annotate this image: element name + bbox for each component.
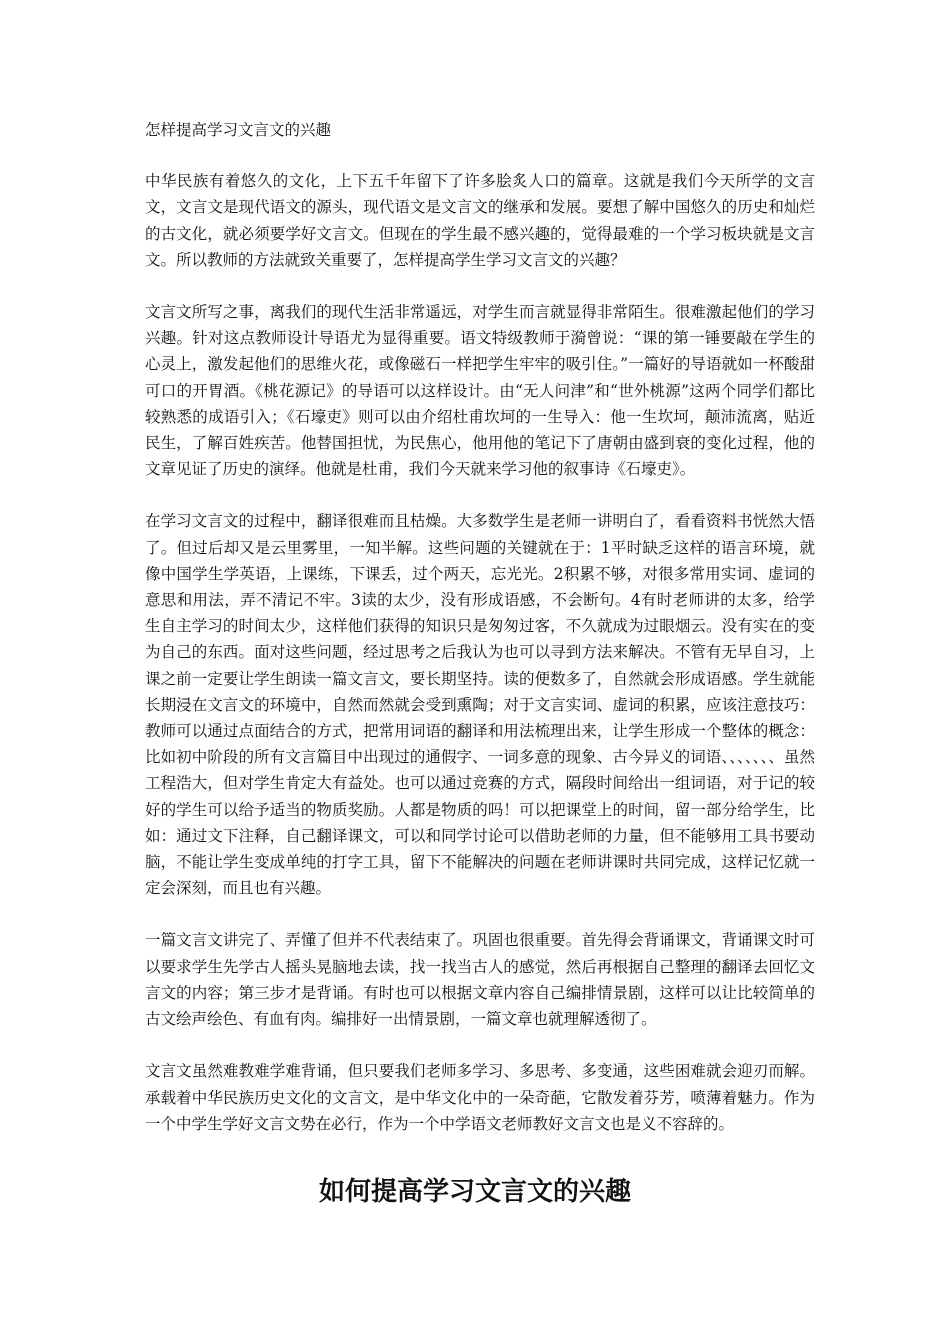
document-title: 怎样提高学习文言文的兴趣 (145, 121, 332, 139)
paragraph-conclusion: 文言文虽然难教难学难背诵，但只要我们老师多学习、多思考、多变通，这些困难就会迎刃而解。承载着中华民族历史文化的文言文，是中华文化中的一朵奇葩，它散发着芬芳，喷薄着魅力。作为一个中学生学好文言文势在必行，作为一个中学语文老师教好文言文也是义不容辞的。 (145, 1062, 815, 1133)
paragraph-translation-methods: 在学习文言文的过程中，翻译很难而且枯燥。大多数学生是老师一讲明白了，看看资料书恍然大悟了。但过后却又是云里雾里，一知半解。这些问题的关键就在于：1平时缺乏这样的语言环境，就像中国学生学英语，上课练，下课丢，过个两天，忘光光。2积累不够，对很多常用实词、虚词的意思和用法，弄不清记不牢。3读的太少，没有形成语感，不会断句。4有时老师讲的太多，给学生自主学习的时间太少，这样他们获得的知识只是匆匆过客，不久就成为过眼烟云。没有实在的变为自己的东西。面对这些问题，经过思考之后我认为也可以寻到方法来解决。不管有无早自习，上课之前一定要让学生朗读一篇文言文，要长期坚持。读的便数多了，自然就会形成语感。学生就能长期浸在文言文的环境中，自然而然就会受到熏陶；对于文言实词、虚词的积累，应该注意技巧：教师可以通过点面结合的方式，把常用词语的翻译和用法梳理出来，让学生形成一个整体的概念：比如初中阶段的所有文言篇目中出现过的通假字、一词多意的现象、古今异义的词语、、、、、、、虽然工程浩大，但对学生肯定大有益处。也可以通过竞赛的方式，隔段时间给出一组词语，对于记的较好的学生可以给予适当的物质奖励。人都是物质的吗！可以把课堂上的时间，留一部分给学生，比如：通过文下注释，自己翻译课文，可以和同学讨论可以借助老师的力量，但不能够用工具书要动脑，不能让学生变成单纯的打字工具，留下不能解决的问题在老师讲课时共同完成，这样记忆就一定会深刻，而且也有兴趣。 (145, 512, 815, 898)
document-body (145, 117, 815, 1137)
paragraph-intro: 中华民族有着悠久的文化，上下五千年留下了许多脍炙人口的篇章。这就是我们今天所学的文言文，文言文是现代语文的源头，现代语文是文言文的继承和发展。要想了解中国悠久的历史和灿烂的古文化，就必须要学好文言文。但现在的学生最不感兴趣的，觉得最难的一个学习板块就是文言文。所以教师的方法就致关重要了，怎样提高学生学习文言文的兴趣？ (145, 172, 815, 269)
section-heading: 如何提高学习文言文的兴趣 (318, 1177, 631, 1207)
paragraph-introduction-design: 文言文所写之事，离我们的现代生活非常遥远，对学生而言就显得非常陌生。很难激起他们的学习兴趣。针对这点教师设计导语尤为显得重要。语文特级教师于漪曾说：“课的第一锤要敲在学生的心灵上，激发起他们的思维火花，或像磁石一样把学生牢牢的吸引住。”一篇好的导语就如一杯酸甜可口的开胃酒。《桃花源记》的导语可以这样设计。由“无人问津”和“世外桃源”这两个同学们都比较熟悉的成语引入；《石壕吏》则可以由介绍杜甫坎坷的一生导入：他一生坎坷，颠沛流离，贴近民生，了解百姓疾苦。他替国担忧，为民焦心，他用他的笔记下了唐朝由盛到衰的变化过程，他的文章见证了历史的演绎。他就是杜甫，我们今天就来学习他的叙事诗《石壕吏》。 (145, 303, 815, 479)
paragraph-consolidation: 一篇文言文讲完了、弄懂了但并不代表结束了。巩固也很重要。首先得会背诵课文，背诵课文时可以要求学生先学古人摇头晃脑地去读，找一找当古人的感觉，然后再根据自己整理的翻译去回忆文言文的内容；第三步才是背诵。有时也可以根据文章内容自己编排情景剧，这样可以让比较简单的古文绘声绘色、有血有肉。编排好一出情景剧，一篇文章也就理解透彻了。 (145, 931, 815, 1029)
